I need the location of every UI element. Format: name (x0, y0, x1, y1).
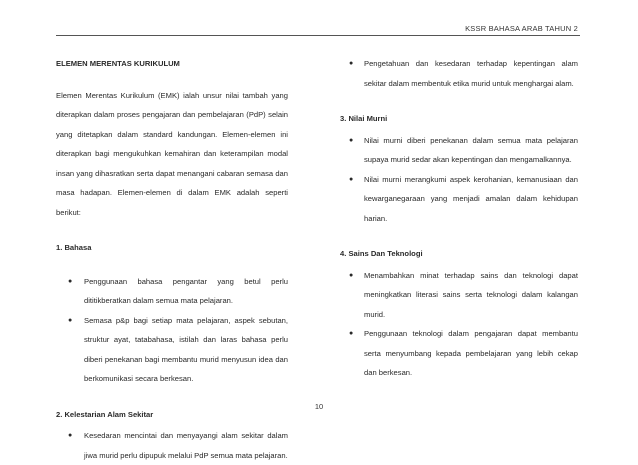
bullet-list-continued (340, 54, 578, 93)
bullet-icon: ● (349, 136, 354, 144)
list-item: ● Nilai murni diberi penekanan dalam semua mata pelajaran supaya murid sedar akan kepentingan dan mengamalkannya. (340, 131, 578, 170)
list-item: ● Menambahkan minat terhadap sains dan teknologi dapat meningkatkan literasi sains serta teknologi dalam kalangan murid. (340, 266, 578, 325)
list-item: ● Semasa p&p bagi setiap mata pelajaran, aspek sebutan, struktur ayat, tatabahasa, istilah dan laras bahasa perlu diberi penekanan bagi membantu murid menyusun idea dan berkomunikasi secara berkesan. (56, 311, 288, 389)
running-header: KSSR BAHASA ARAB TAHUN 2 (465, 24, 578, 33)
bullet-list-nilai-murni (340, 131, 578, 229)
bullet-icon: ● (349, 271, 354, 279)
page-number: 10 (314, 402, 324, 411)
bullet-icon: ● (68, 316, 73, 324)
list-item: ● Pengetahuan dan kesedaran terhadap kepentingan alam sekitar dalam membentuk etika murid untuk menghargai alam. (340, 54, 578, 93)
bullet-icon: ● (68, 432, 73, 439)
section-heading: ELEMEN MERENTAS KURIKULUM (56, 59, 180, 68)
intro-paragraph: Elemen Merentas Kurikulum (EMK) ialah unsur nilai tambah yang diterapkan dalam proses pengajaran dan pembelajaran (PdP) selain yang ditetapkan dalam standard kandungan. Elemen-elemen ini diterapkan bagi mengukuhkan kemahiran dan keterampilan modal insan yang dihasratkan serta dapat menangani cabaran semasa dan masa hadapan. Elemen-elemen di dalam EMK adalah seperti berikut: (56, 90, 288, 217)
bullet-icon: ● (349, 330, 354, 337)
bullet-icon: ● (349, 175, 354, 183)
bullet-icon: ● (349, 60, 354, 67)
right-column (340, 54, 578, 383)
section-title-kelestarian: 2. Kelestarian Alam Sekitar (56, 409, 154, 419)
section-title-sains-teknologi: 4. Sains Dan Teknologi (340, 249, 423, 258)
bullet-list-sains-teknologi (340, 266, 578, 383)
list-item: ● Kesedaran mencintai dan menyayangi alam sekitar dalam jiwa murid perlu dipupuk melalui PdP semua mata pelajaran. (56, 426, 288, 465)
section-title-nilai-murni: 3. Nilai Murni (340, 114, 388, 123)
header-divider (56, 35, 580, 36)
bullet-list-bahasa (56, 272, 288, 389)
bullet-icon: ● (68, 277, 73, 285)
list-item: ● Nilai murni merangkumi aspek kerohanian, kemanusiaan dan kewarganegaraan yang menjadi amalan dalam kehidupan harian. (340, 170, 578, 229)
bullet-list-kelestarian (56, 426, 288, 465)
list-item: ● Penggunaan bahasa pengantar yang betul perlu dititikberatkan dalam semua mata pelajaran. (56, 272, 288, 311)
section-title-bahasa: 1. Bahasa (56, 243, 92, 252)
list-item: ● Penggunaan teknologi dalam pengajaran dapat membantu serta menyumbang kepada pembelajaran yang lebih cekap dan berkesan. (340, 324, 578, 383)
